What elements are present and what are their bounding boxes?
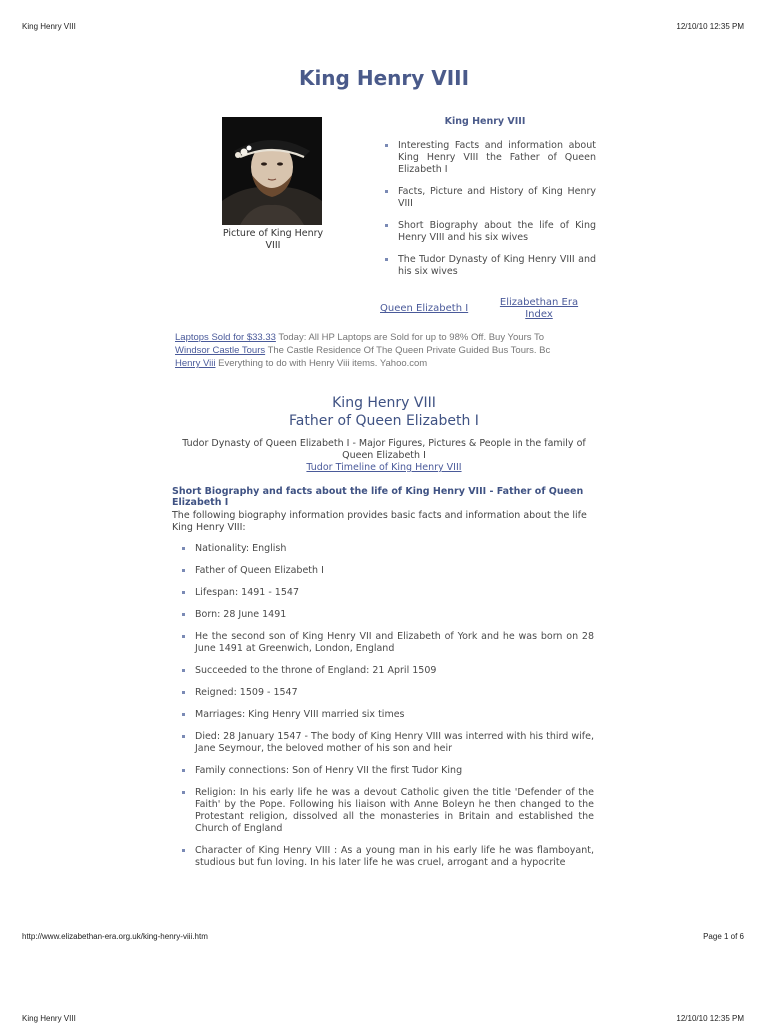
print-header-datetime: 12/10/10 12:35 PM <box>676 22 744 31</box>
fact-item: Born: 28 June 1491 <box>180 609 594 621</box>
intro-item: Short Biography about the life of King Henry VIII and his six wives <box>384 220 596 244</box>
sponsored-links <box>175 331 593 370</box>
next-page-header-title: King Henry VIII <box>22 1014 76 1023</box>
intro-heading: King Henry VIII <box>444 116 526 127</box>
king-henry-viii-portrait <box>222 117 322 225</box>
tudor-dynasty-block <box>172 438 596 474</box>
fact-item: Marriages: King Henry VIII married six times <box>180 709 594 721</box>
fact-item: Reigned: 1509 - 1547 <box>180 687 594 699</box>
ad-row <box>175 331 593 344</box>
biography-intro: The following biography information provides basic facts and information about the life King Henry VIII: <box>172 510 587 533</box>
fact-item: Died: 28 January 1547 - The body of King Henry VIII was interred with his third wife, Jane Seymour, the beloved mother of his son and heir <box>180 731 594 755</box>
queen-elizabeth-link[interactable]: Queen Elizabeth I <box>380 303 469 314</box>
section-title-line1: King Henry VIII <box>332 395 436 411</box>
print-footer-page-number: Page 1 of 6 <box>703 932 744 941</box>
next-page-header-datetime: 12/10/10 12:35 PM <box>676 1014 744 1023</box>
intro-item: Facts, Picture and History of King Henry VIII <box>384 186 596 210</box>
ad-row <box>175 344 593 357</box>
section-title <box>0 394 768 430</box>
ad-link-laptops[interactable]: Laptops Sold for $33.33 <box>175 332 276 343</box>
fact-item: Family connections: Son of Henry VII the first Tudor King <box>180 765 594 777</box>
fact-item: Father of Queen Elizabeth I <box>180 565 594 577</box>
fact-item: He the second son of King Henry VII and Elizabeth of York and he was born on 28 June 1491 at Greenwich, London, England <box>180 631 594 655</box>
page-title: King Henry VIII <box>298 66 470 90</box>
intro-item: The Tudor Dynasty of King Henry VIII and his six wives <box>384 254 596 278</box>
portrait-image <box>222 117 322 225</box>
facts-list <box>180 543 594 879</box>
fact-item: Character of King Henry VIII : As a young man in his early life he was flamboyant, studious but fun loving. In his later life he was cruel, arrogant and a hypocrite <box>180 845 594 869</box>
fact-item: Lifespan: 1491 - 1547 <box>180 587 594 599</box>
section-title-line2: Father of Queen Elizabeth I <box>289 413 479 429</box>
intro-list <box>384 140 596 288</box>
print-header-title: King Henry VIII <box>22 22 76 31</box>
tudor-dynasty-text: Tudor Dynasty of Queen Elizabeth I - Major Figures, Pictures & People in the family of Queen Elizabeth I <box>182 438 586 461</box>
ad-link-windsor-castle[interactable]: Windsor Castle Tours <box>175 345 266 356</box>
fact-item: Religion: In his early life he was a devout Catholic given the title 'Defender of the Faith' by the Pope. Following his liaison with Anne Boleyn he then changed to the Protestant religion, dissolved all the monasteries in Britain and established the Church of England <box>180 787 594 835</box>
ad-text: Today: All HP Laptops are Sold for up to 98% Off. Buy Yours To <box>275 332 545 343</box>
portrait-caption: Picture of King Henry VIII <box>222 228 324 251</box>
fact-item: Nationality: English <box>180 543 594 555</box>
ad-text: The Castle Residence Of The Queen Private Guided Bus Tours. Bc <box>265 345 551 356</box>
ad-row <box>175 357 593 370</box>
tudor-timeline-link[interactable]: Tudor Timeline of King Henry VIII <box>306 462 462 473</box>
print-footer-url: http://www.elizabethan-era.org.uk/king-henry-viii.htm <box>22 932 208 941</box>
biography-heading: Short Biography and facts about the life of King Henry VIII - Father of Queen Elizabeth I <box>172 486 584 508</box>
intro-item: Interesting Facts and information about King Henry VIII the Father of Queen Elizabeth I <box>384 140 596 176</box>
fact-item: Succeeded to the throne of England: 21 April 1509 <box>180 665 594 677</box>
elizabethan-era-index-link[interactable]: Elizabethan Era Index <box>499 297 579 320</box>
ad-text: Everything to do with Henry Viii items. Yahoo.com <box>215 358 428 369</box>
ad-link-henry-viii[interactable]: Henry Viii <box>175 358 216 369</box>
